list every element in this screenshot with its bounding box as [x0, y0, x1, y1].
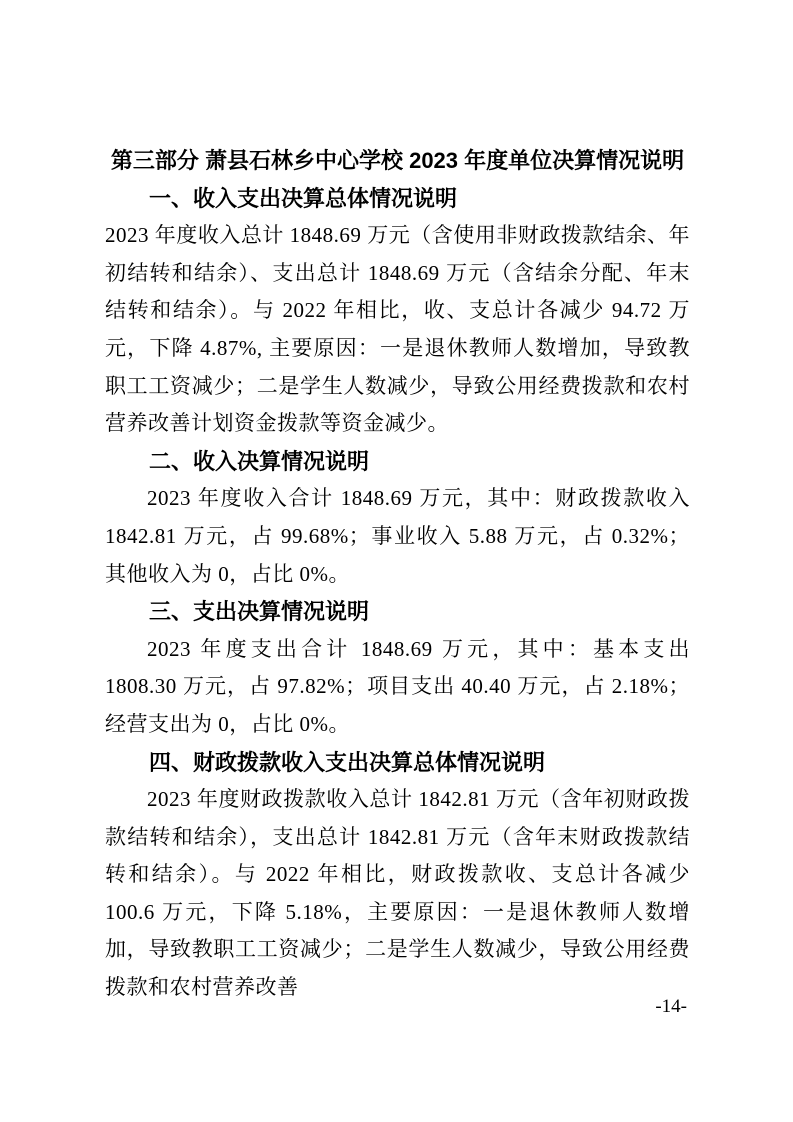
document-content: [105, 142, 690, 1007]
section-income-statement: [105, 443, 690, 593]
section-paragraph: 2023 年度支出合计 1848.69 万元，其中：基本支出 1808.30 万元，占 97.82%；项目支出 40.40 万元，占 2.18%；经营支出为 0，占比 0%。: [105, 636, 690, 736]
section-heading-4: 四、财政拨款收入支出决算总体情况说明: [149, 749, 546, 775]
section-paragraph: 2023 年度财政拨款收入总计 1842.81 万元（含年初财政拨款结转和结余），支出总计 1842.81 万元（含年末财政拨款结转和结余）。与 2022 年相比，财政拨款收、支总计各减少 100.6 万元，下降 5.18%，主要原因：一是退休教师人数增加，导致教职工工资减少；二是学生人数减少，导致公用经费拨款和农村营养改善: [105, 787, 690, 1000]
document-title: 第三部分 萧县石林乡中心学校 2023 年度单位决算情况说明: [110, 148, 685, 173]
section-heading-3: 三、支出决算情况说明: [149, 599, 370, 625]
page-number: -14-: [655, 996, 687, 1017]
section-heading-1: 一、收入支出决算总体情况说明: [149, 185, 458, 211]
section-expenditure-statement: [105, 593, 690, 743]
section-paragraph: 2023 年度收入总计 1848.69 万元（含使用非财政拨款结余、年初结转和结余）、支出总计 1848.69 万元（含结余分配、年末结转和结余）。与 2022 年相比，收、支总计各减少 94.72 万元，下降 4.87%, 主要原因：一是退休教师人数增加，导致教职工工资减少；二是学生人数减少，导致公用经费拨款和农村营养改善计划资金拨款等资金减少。: [105, 223, 690, 436]
section-heading-2: 二、收入决算情况说明: [149, 448, 370, 474]
section-income-expenditure-overview: [105, 180, 690, 443]
section-fiscal-appropriation-overview: [105, 744, 690, 1007]
section-paragraph: 2023 年度收入合计 1848.69 万元，其中：财政拨款收入 1842.81 万元，占 99.68%；事业收入 5.88 万元，占 0.32%；其他收入为 0，占比 0%。: [105, 486, 690, 586]
